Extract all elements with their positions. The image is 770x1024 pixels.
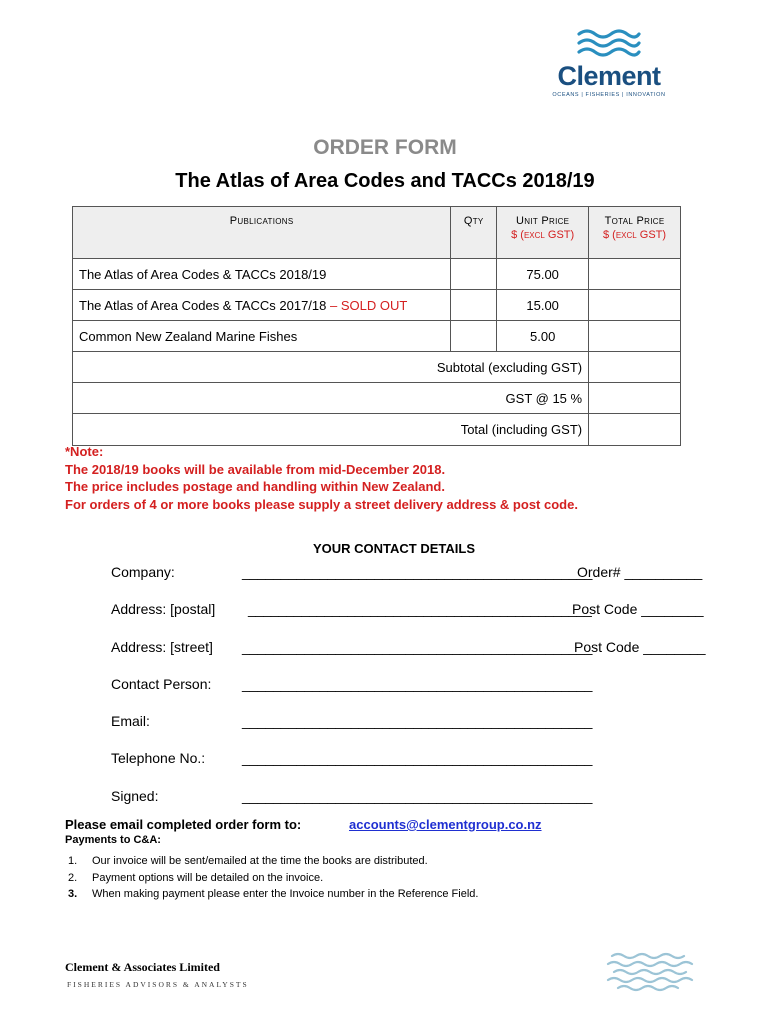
header-total-price: Total Price $ (excl GST) — [589, 207, 681, 259]
email-label: Email: — [111, 713, 150, 729]
payments-list — [68, 853, 478, 903]
payments-heading: Payments to C&A: — [65, 834, 161, 846]
footer-tagline: FISHERIES ADVISORS & ANALYSTS — [67, 980, 249, 989]
table-row — [73, 259, 681, 290]
logo-tagline: OCEANS | FISHERIES | INNOVATION — [552, 92, 666, 98]
note-line: The 2018/19 books will be available from mid-December 2018. — [65, 461, 446, 477]
gst-label: GST @ 15 % — [73, 383, 589, 414]
unit-price-cell: 15.00 — [497, 290, 589, 321]
table-row — [73, 321, 681, 352]
total-price-cell[interactable] — [589, 321, 681, 352]
list-item: 2. Payment options will be detailed on the invoice. — [68, 871, 324, 884]
qty-cell[interactable] — [451, 290, 497, 321]
form-subtitle: The Atlas of Area Codes and TACCs 2018/19 — [175, 170, 595, 192]
note-line: For orders of 4 or more books please supply a street delivery address & post code. — [65, 496, 578, 512]
company-field[interactable]: _____________________________________________ — [242, 564, 593, 580]
qty-cell[interactable] — [451, 259, 497, 290]
email-link[interactable]: accounts@clementgroup.co.nz — [349, 817, 542, 832]
list-item: 3. When making payment please enter the Invoice number in the Reference Field. — [68, 888, 479, 900]
header-qty: Qty — [451, 207, 497, 259]
sold-out-label: – SOLD OUT — [326, 297, 408, 313]
address-postal-field[interactable]: _____________________________________________ — [248, 601, 592, 617]
footer-company: Clement & Associates Limited — [65, 960, 220, 974]
form-title: ORDER FORM — [313, 136, 457, 159]
gst-value-cell[interactable] — [589, 383, 681, 414]
unit-price-cell: 5.00 — [497, 321, 589, 352]
signed-label: Signed: — [111, 788, 159, 804]
email-field[interactable]: _____________________________________________ — [242, 713, 593, 729]
note-block — [65, 443, 578, 513]
note-line: The price includes postage and handling within New Zealand. — [65, 479, 445, 494]
total-label: Total (including GST) — [73, 414, 589, 446]
qty-cell[interactable] — [451, 321, 497, 352]
header-unit-price: Unit Price $ (excl GST) — [497, 207, 589, 259]
list-item: 1. Our invoice will be sent/emailed at the time the books are distributed. — [68, 855, 428, 867]
publication-cell: The Atlas of Area Codes & TACCs 2017/18 – SOLD OUT — [73, 290, 451, 321]
logo-waves-icon — [576, 28, 642, 60]
signature-field[interactable]: _____________________________________________ — [242, 788, 593, 804]
footer-waves-icon — [606, 950, 706, 992]
subtotal-row — [73, 352, 681, 383]
total-price-cell[interactable] — [589, 290, 681, 321]
street-post-code-field[interactable]: Post Code ________ — [574, 639, 706, 655]
address-street-field[interactable]: _____________________________________________ — [242, 639, 593, 655]
subtotal-label: Subtotal (excluding GST) — [73, 352, 589, 383]
order-table — [72, 206, 681, 446]
telephone-label: Telephone No.: — [111, 750, 206, 766]
clement-logo — [548, 28, 670, 104]
publication-cell: The Atlas of Area Codes & TACCs 2018/19 — [73, 259, 451, 290]
telephone-field[interactable]: _____________________________________________ — [242, 750, 593, 766]
contact-heading: YOUR CONTACT DETAILS — [312, 541, 475, 556]
company-label: Company: — [111, 564, 175, 580]
contact-person-label: Contact Person: — [111, 676, 212, 692]
unit-price-cell: 75.00 — [497, 259, 589, 290]
address-postal-label: Address: [postal] — [111, 601, 216, 617]
publication-cell: Common New Zealand Marine Fishes — [73, 321, 451, 352]
contact-person-field[interactable]: _____________________________________________ — [242, 676, 593, 692]
table-header-row — [73, 207, 681, 259]
email-instructions: Please email completed order form to: — [65, 817, 302, 832]
gst-row — [73, 383, 681, 414]
order-number-field[interactable]: Order# __________ — [577, 564, 703, 580]
total-value-cell[interactable] — [589, 414, 681, 446]
subtotal-value-cell[interactable] — [589, 352, 681, 383]
total-row — [73, 414, 681, 446]
header-publications: Publications — [73, 207, 451, 259]
postal-post-code-field[interactable]: Post Code ________ — [572, 601, 704, 617]
address-street-label: Address: [street] — [111, 639, 213, 655]
note-heading: *Note: — [65, 444, 104, 459]
table-row — [73, 290, 681, 321]
logo-brand: Clement — [557, 61, 661, 91]
total-price-cell[interactable] — [589, 259, 681, 290]
